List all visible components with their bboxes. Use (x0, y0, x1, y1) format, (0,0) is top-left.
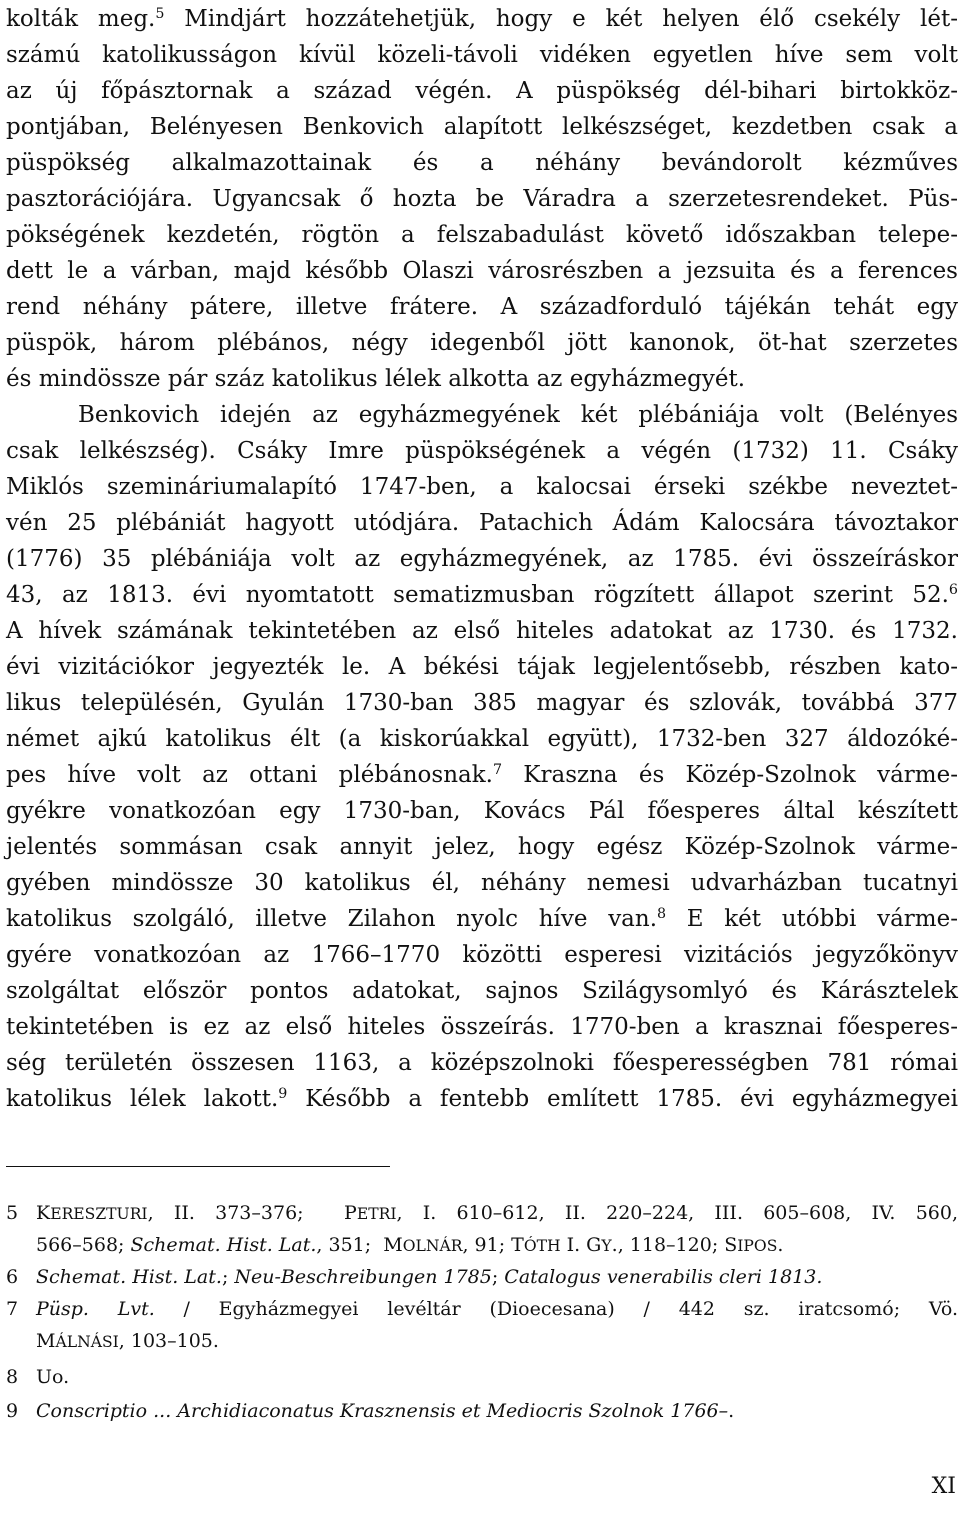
footnote-text: 566–568; Schemat. Hist. Lat., 351; MOLNÁR, 91; TÓTH I. GY., 118–120; SIPOS. (36, 1234, 784, 1256)
footnote-text: MÁLNÁSI, 103–105. (36, 1330, 219, 1352)
body-line: katolikus szolgáló, illetve Zilahon nyolc híve van.$^8$ E két utóbbi várme- (6, 906, 958, 932)
body-line: német ajkú katolikus élt (a kiskorúakkal együtt), 1732-ben 327 áldozóké- (6, 726, 958, 752)
body-line: jelentés sommásan csak annyit jelez, hogy egész Közép-Szolnok várme- (6, 834, 958, 860)
body-line: (1776) 35 plébániája volt az egyházmegyének, az 1785. évi összeíráskor (6, 546, 958, 572)
footnote-number: 7 (6, 1298, 19, 1320)
footnote-text: Uo. (36, 1366, 70, 1388)
footnote-5 (6, 1198, 960, 1228)
footnote-number: 9 (6, 1400, 19, 1422)
body-line: gyére vonatkozóan az 1766–1770 közötti esperesi vizitációs jegyzőkönyv (6, 942, 958, 968)
body-line: katolikus lélek lakott.$^9$ Később a fentebb említett 1785. évi egyházmegyei (6, 1086, 958, 1112)
body-line: pasztorációjára. Ugyancsak ő hozta be Váradra a szerzetesrendeket. Püs- (6, 186, 958, 212)
footnote-5-cont (6, 1230, 960, 1260)
body-line: püspökség alkalmazottainak és a néhány bevándorolt kézműves (6, 150, 958, 176)
body-line: szolgáltat először pontos adatokat, sajnos Szilágysomlyó és Kárásztelek (6, 978, 958, 1004)
body-line: kolták meg.$^5$ Mindjárt hozzátehetjük, hogy e két helyen élő csekély lét- (6, 6, 958, 32)
footnote-text: KERESZTURI, II. 373–376; PETRI, I. 610–612, II. 220–224, III. 605–608, IV. 560, (36, 1202, 959, 1224)
body-line: ség területén összesen 1163, a középszolnoki főesperességben 781 római (6, 1050, 958, 1076)
body-line: Miklós szemináriumalapító 1747-ben, a kalocsai érseki székbe neveztet- (6, 474, 958, 500)
body-line: pes híve volt az ottani plébánosnak.$^7$ Kraszna és Közép-Szolnok várme- (6, 762, 958, 788)
body-line: 43, az 1813. évi nyomtatott sematizmusban rögzített állapot szerint 52.$^6$ (6, 582, 958, 608)
body-line: pökségének kezdetén, rögtön a felszabadulást követő időszakban telepe- (6, 222, 958, 248)
footnote-7-cont (6, 1326, 960, 1356)
body-line: az új főpásztornak a század végén. A püspökség dél-bihari birtokköz- (6, 78, 958, 104)
footnote-text: Schemat. Hist. Lat.; Neu-Beschreibungen 1785; Catalogus venerabilis cleri 1813. (36, 1266, 823, 1288)
footnote-divider (6, 1166, 390, 1167)
body-line: pontjában, Belényesen Benkovich alapított lelkészséget, kezdetben csak a (6, 114, 958, 140)
body-line: gyékre vonatkozóan egy 1730-ban, Kovács Pál főesperes által készített (6, 798, 958, 824)
footnote-number: 8 (6, 1366, 19, 1388)
body-line: likus településén, Gyulán 1730-ban 385 magyar és szlovák, továbbá 377 (6, 690, 958, 716)
body-line: évi vizitációkor jegyezték le. A békési tájak legjelentősebb, részben kato- (6, 654, 958, 680)
footnote-9 (6, 1396, 960, 1426)
body-line: vén 25 plébániát hagyott utódjára. Patachich Ádám Kalocsára távoztakor (6, 510, 958, 536)
body-line: és mindössze pár száz katolikus lélek alkotta az egyházmegyét. (6, 366, 745, 392)
body-line: számú katolikusságon kívül közeli-távoli vidéken egyetlen híve sem volt (6, 42, 958, 68)
footnote-ref[interactable]: 6 (948, 582, 958, 599)
footnote-ref[interactable]: 8 (657, 906, 667, 923)
body-line: csak lelkészség). Csáky Imre püspökségének a végén (1732) 11. Csáky (6, 438, 958, 464)
footnote-7 (6, 1294, 960, 1324)
footnote-text: Conscriptio ... Archidiaconatus Krasznensis et Mediocris Szolnok 1766–. (36, 1400, 735, 1422)
body-line: rend néhány pátere, illetve frátere. A századforduló tájékán tehát egy (6, 294, 958, 320)
body-line: püspök, három plébános, négy idegenből jött kanonok, öt-hat szerzetes (6, 330, 958, 356)
body-line: A hívek számának tekintetében az első hiteles adatokat az 1730. és 1732. (6, 618, 958, 644)
footnote-number: 5 (6, 1202, 19, 1224)
body-line: gyében mindössze 30 katolikus él, néhány nemesi udvarházban tucatnyi (6, 870, 958, 896)
body-line: Benkovich idején az egyházmegyének két plébániája volt (Belényes (78, 402, 958, 428)
footnote-6 (6, 1262, 960, 1292)
body-line: dett le a várban, majd később Olaszi városrészben a jezsuita és a ferences (6, 258, 958, 284)
footnote-text: Püsp. Lvt. / Egyházmegyei levéltár (Dioecesana) / 442 sz. iratcsomó; Vö. (36, 1298, 958, 1320)
footnote-8 (6, 1362, 960, 1392)
footnote-ref[interactable]: 5 (155, 6, 165, 23)
footnote-number: 6 (6, 1266, 19, 1288)
footnote-ref[interactable]: 7 (492, 762, 503, 779)
page-number: XI (931, 1474, 956, 1499)
body-line: tekintetében is ez az első hiteles összeírás. 1770-ben a krasznai főesperes- (6, 1014, 958, 1040)
footnote-ref[interactable]: 9 (278, 1086, 288, 1103)
